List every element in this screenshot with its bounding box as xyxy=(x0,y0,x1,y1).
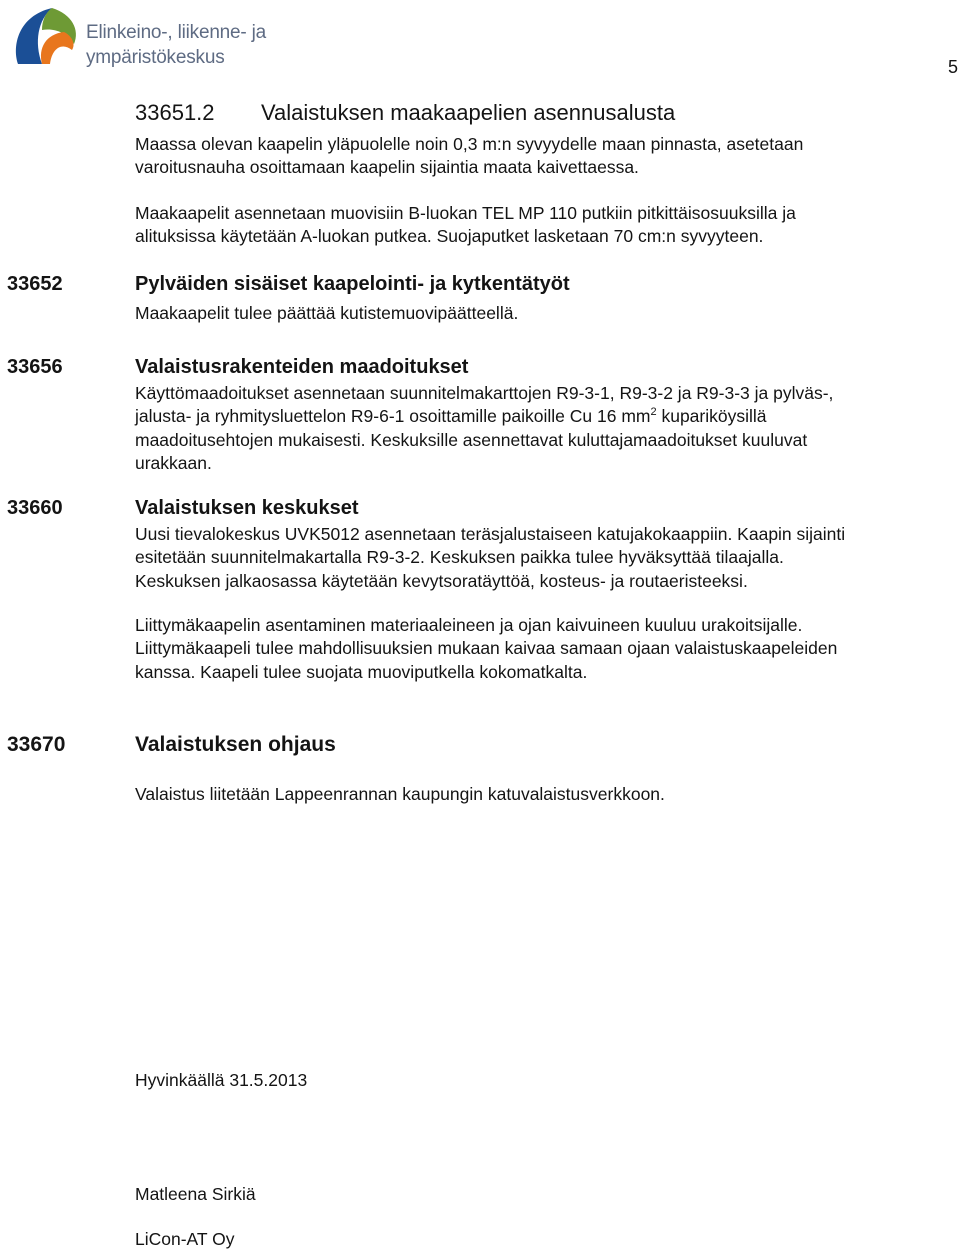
section-number: 33670 xyxy=(7,733,66,756)
place-and-date: Hyvinkäällä 31.5.2013 xyxy=(135,1070,308,1090)
text-line: esitetään suunnitelmakartalla R9-3-2. Keskuksen paikka tulee hyväksyttää tilaajalla. xyxy=(135,547,784,568)
text-line: Keskuksen jalkaosassa käytetään kevytsoratäyttöä, kosteus- ja routaeristeeksi. xyxy=(135,570,748,591)
text-line: urakkaan. xyxy=(135,452,212,473)
paragraph-connection-cable xyxy=(135,614,945,684)
text-fragment: kupariköysillä xyxy=(656,406,767,427)
subsection-number: 33651.2 xyxy=(135,100,215,125)
text-line: kanssa. Kaapeli tulee suojata muoviputkella kokomatkalta. xyxy=(135,661,588,682)
paragraph-lighting-control xyxy=(135,783,945,806)
text-line: Uusi tievalokeskus UVK5012 asennetaan teräsjalustaiseen katujakokaappiin. Kaapin sijainti xyxy=(135,524,846,544)
text-line: Käyttömaadoitukset asennetaan suunnitelmakarttojen R9-3-1, R9-3-2 ja R9-3-3 ja pylväs-, xyxy=(135,383,834,403)
section-number: 33652 xyxy=(7,273,63,295)
section-number: 33660 xyxy=(7,497,63,519)
paragraph-grounding xyxy=(135,382,945,475)
organization-name-line2: ympäristökeskus xyxy=(86,47,225,68)
text-line: varoitusnauha osoittamaan kaapelin sijaintia maata kaivettaessa. xyxy=(135,157,639,178)
text-line xyxy=(135,405,945,428)
section-title: Valaistusrakenteiden maadoitukset xyxy=(135,356,469,378)
paragraph-cable-pipes xyxy=(135,202,945,249)
page-number: 5 xyxy=(947,57,958,77)
ely-logo-icon xyxy=(8,2,84,74)
paragraph-lighting-center xyxy=(135,523,945,593)
company-name: LiCon-AT Oy xyxy=(135,1229,235,1249)
text-line: Valaistus liitetään Lappeenrannan kaupungin katuvalaistusverkkoon. xyxy=(135,784,665,804)
subsection-title: Valaistuksen maakaapelien asennusalusta xyxy=(261,100,676,125)
text-line: Maakaapelit asennetaan muovisiin B-luokan TEL MP 110 putkiin pitkittäisosuuksilla ja xyxy=(135,203,796,223)
organization-name-line1: Elinkeino-, liikenne- ja xyxy=(86,22,267,43)
section-number: 33656 xyxy=(7,356,63,378)
section-title: Valaistuksen ohjaus xyxy=(135,733,336,756)
subsection-heading xyxy=(135,100,675,126)
paragraph-pole-wiring xyxy=(135,302,945,325)
text-line: alituksissa käytetään A-luokan putkea. Suojaputket lasketaan 70 cm:n syvyyteen. xyxy=(135,226,764,247)
text-line: Maakaapelit tulee päättää kutistemuovipäätteellä. xyxy=(135,303,519,323)
section-title: Valaistuksen keskukset xyxy=(135,497,359,519)
signatory-name: Matleena Sirkiä xyxy=(135,1184,256,1204)
text-line: Maassa olevan kaapelin yläpuolelle noin 0,3 m:n syvyydelle maan pinnasta, asetetaan xyxy=(135,134,804,154)
paragraph-warning-tape xyxy=(135,133,945,180)
organization-logo xyxy=(8,2,298,74)
text-line: maadoitusehtojen mukaisesti. Keskuksille asennettavat kuluttajamaadoitukset kuuluvat xyxy=(135,429,808,450)
section-title: Pylväiden sisäiset kaapelointi- ja kytkentätyöt xyxy=(135,273,570,295)
text-line: Liittymäkaapeli tulee mahdollisuuksien mukaan kaivaa samaan ojaan valaistuskaapeleiden xyxy=(135,638,838,659)
text-fragment: jalusta- ja ryhmitysluettelon R9-6-1 osoittamille paikoille Cu 16 mm xyxy=(135,406,651,427)
superscript: 2 xyxy=(650,406,657,419)
text-line: Liittymäkaapelin asentaminen materiaaleineen ja ojan kaivuineen kuuluu urakoitsijalle. xyxy=(135,615,803,635)
